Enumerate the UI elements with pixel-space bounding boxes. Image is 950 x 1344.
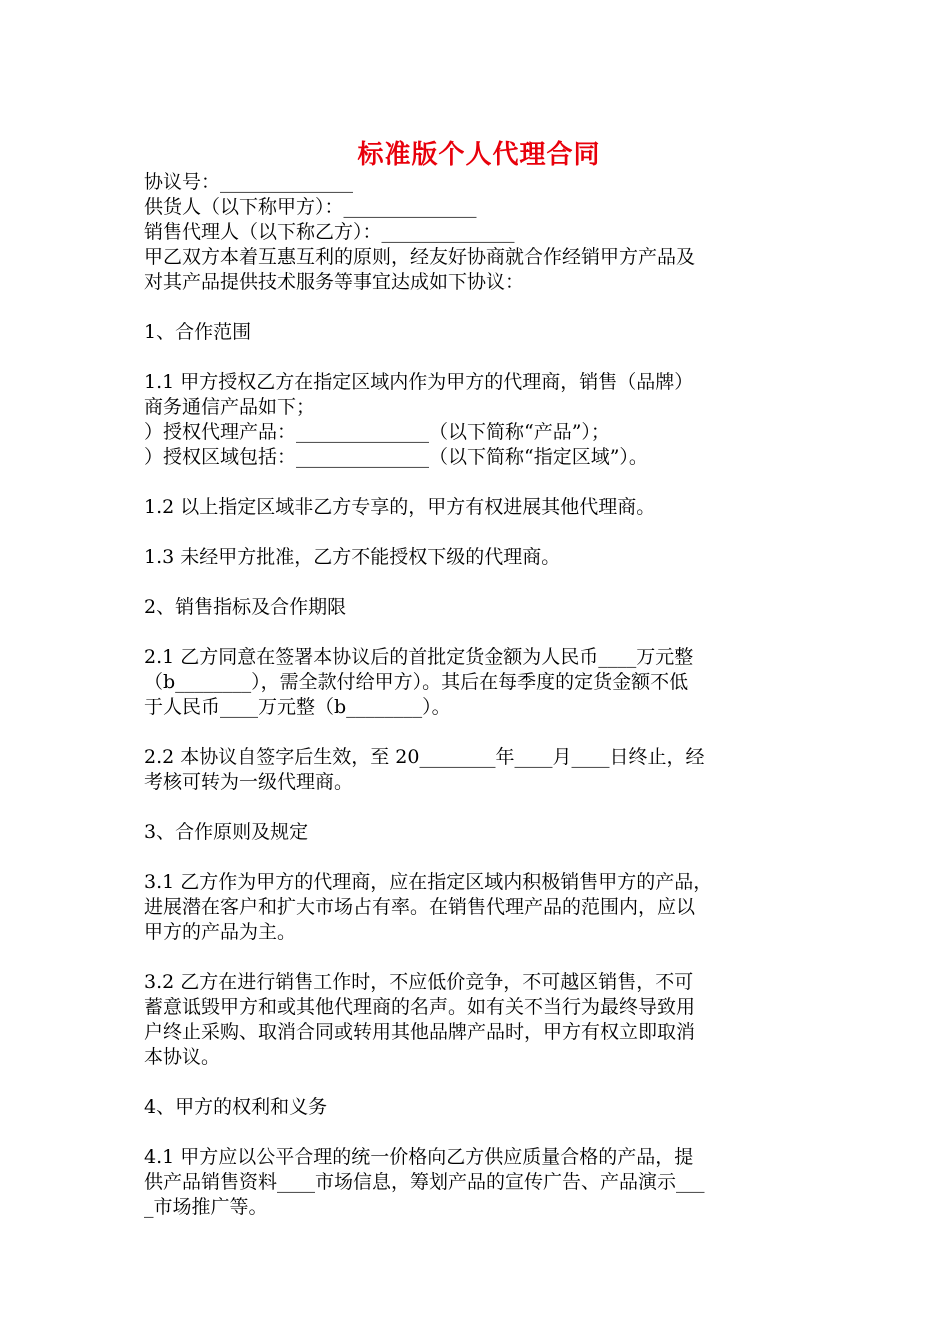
paragraph: [144, 495, 814, 520]
paragraph: [144, 370, 814, 470]
paragraph-line: ）授权代理产品：______________（以下简称“产品”）；: [144, 421, 610, 443]
paragraph-gap: [144, 345, 814, 370]
paragraph-line: 甲方的产品为主。: [144, 921, 297, 943]
paragraph-line: （b________），需全款付给甲方）。其后在每季度的定货金额不低: [144, 671, 689, 693]
paragraph-line: _市场推广等。: [144, 1196, 268, 1218]
paragraph-gap: [144, 620, 814, 645]
paragraph-line: 1、合作范围: [144, 321, 252, 343]
paragraph: [144, 1145, 814, 1220]
paragraph: [144, 970, 814, 1070]
paragraph-line: 1.1 甲方授权乙方在指定区域内作为甲方的代理商，销售（品牌）: [144, 371, 694, 393]
paragraph: [144, 745, 814, 795]
paragraph-line: 3.1 乙方作为甲方的代理商，应在指定区域内积极销售甲方的产品，: [144, 871, 713, 893]
paragraph-line: 于人民币____万元整（b________）。: [144, 696, 451, 718]
paragraph-line: 3.2 乙方在进行销售工作时，不应低价竞争，不可越区销售，不可: [144, 971, 694, 993]
paragraph: [144, 545, 814, 570]
paragraph-line: 考核可转为一级代理商。: [144, 771, 354, 793]
paragraph: [144, 595, 814, 620]
paragraph-gap: [144, 795, 814, 820]
paragraph-gap: [144, 945, 814, 970]
paragraph-line: 4、甲方的权利和义务: [144, 1096, 328, 1118]
paragraph-gap: [144, 470, 814, 495]
paragraph: [144, 820, 814, 845]
paragraph-line: ）授权区域包括：______________（以下简称“指定区域”）。: [144, 446, 648, 468]
paragraph: [144, 645, 814, 720]
paragraph-line: 供产品销售资料____市场信息，筹划产品的宣传广告、产品演示___: [144, 1171, 705, 1193]
paragraph-gap: [144, 720, 814, 745]
paragraph-line: 2.1 乙方同意在签署本协议后的首批定货金额为人民币____万元整: [144, 646, 694, 668]
paragraph-gap: [144, 845, 814, 870]
paragraph-gap: [144, 295, 814, 320]
paragraph-gap: [144, 520, 814, 545]
paragraph-line: 4.1 甲方应以公平合理的统一价格向乙方供应质量合格的产品，提: [144, 1146, 694, 1168]
paragraph-line: 2.2 本协议自签字后生效，至 20________年____月____日终止，经: [144, 746, 705, 768]
paragraph-line: 进展潜在客户和扩大市场占有率。在销售代理产品的范围内，应以: [144, 896, 696, 918]
paragraph: [144, 320, 814, 345]
paragraph: [144, 1095, 814, 1120]
document-title: 标准版个人代理合同: [357, 140, 601, 170]
paragraph-line: 商务通信产品如下；: [144, 396, 316, 418]
document-body: [144, 170, 814, 1220]
paragraph-line: 3、合作原则及规定: [144, 821, 309, 843]
header-line: 供货人（以下称甲方）：______________: [144, 196, 477, 218]
header-line: 对其产品提供技术服务等事宜达成如下协议：: [144, 271, 525, 293]
header-line: 协议号：______________: [144, 171, 354, 193]
sections-block: [144, 295, 814, 1220]
paragraph: [144, 870, 814, 945]
paragraph-line: 2、销售指标及合作期限: [144, 596, 347, 618]
paragraph-line: 户终止采购、取消合同或转用其他品牌产品时，甲方有权立即取消: [144, 1021, 696, 1043]
paragraph-gap: [144, 1120, 814, 1145]
paragraph-line: 蓄意诋毁甲方和或其他代理商的名声。如有关不当行为最终导致用: [144, 996, 696, 1018]
paragraph-line: 本协议。: [144, 1046, 221, 1068]
header-line: 销售代理人（以下称乙方）：______________: [144, 221, 515, 243]
header-block: [144, 170, 814, 295]
paragraph-line: 1.2 以上指定区域非乙方专享的，甲方有权进展其他代理商。: [144, 496, 656, 518]
header-line: 甲乙双方本着互惠互利的原则，经友好协商就合作经销甲方产品及: [144, 246, 696, 268]
paragraph-gap: [144, 570, 814, 595]
paragraph-line: 1.3 未经甲方批准，乙方不能授权下级的代理商。: [144, 546, 561, 568]
paragraph-gap: [144, 1070, 814, 1095]
